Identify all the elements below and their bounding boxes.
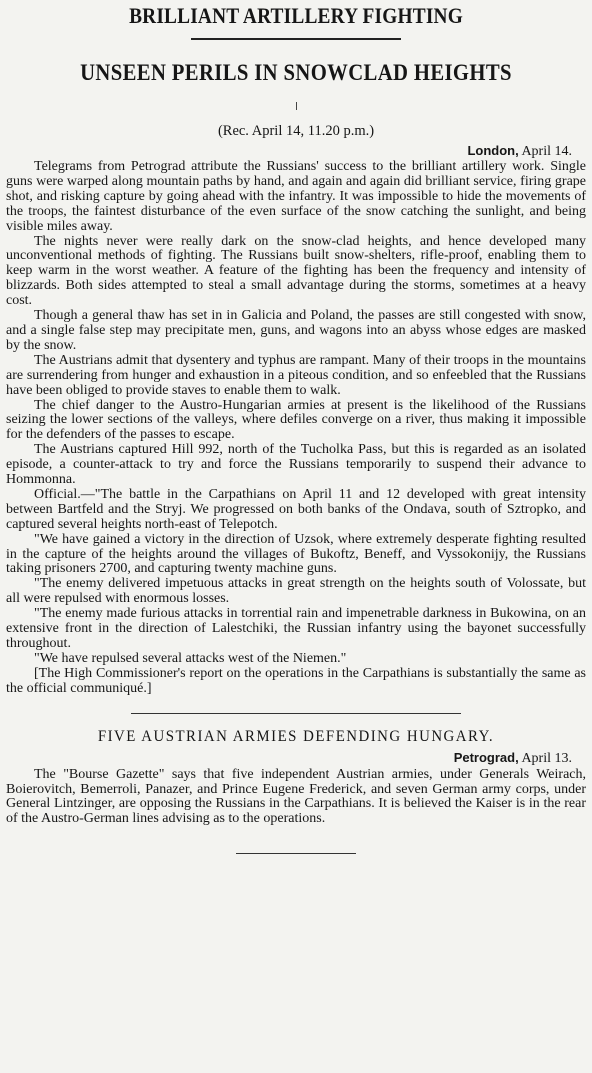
- dateline-city: Petrograd,: [453, 749, 519, 765]
- paragraph: The nights never were really dark on the snow-clad heights, and hence developed many unconventional methods of fighting. The Russians built snow-shelters, rifle-proof, enabling them to keep warm in the worst weather. A feature of the fighting has been the frequency and intensity of blizzards. Both sides attempted to steal a small advantage during the storms, sometimes at a heavy cost.: [6, 233, 586, 309]
- article2-headline: FIVE AUSTRIAN ARMIES DEFENDING HUNGARY.: [97, 727, 495, 745]
- paragraph: "We have gained a victory in the direction of Uzsok, where extremely desperate fighting resulted in the capture of the heights around the villages of Bukoftz, Beneff, and Vyssokonijy, the Russians taking prisoners 2700, and capturing twenty machine guns.: [6, 531, 586, 577]
- paragraph: "We have repulsed several attacks west of the Niemen.": [34, 650, 347, 666]
- article-body: [6, 160, 586, 697]
- dateline-city: London,: [467, 143, 519, 158]
- paragraph: [The High Commissioner's report on the operations in the Carpathians is substantially the same as the official communiqué.]: [6, 665, 586, 696]
- headline-main: BRILLIANT ARTILLERY FIGHTING: [129, 3, 463, 28]
- headline-sub: UNSEEN PERILS IN SNOWCLAD HEIGHTS: [80, 60, 512, 85]
- divider-tick: [296, 102, 297, 110]
- dateline-date: April 13.: [521, 750, 572, 766]
- newspaper-clipping: [0, 2, 592, 1073]
- received-note: (Rec. April 14, 11.20 p.m.): [217, 123, 375, 139]
- paragraph: "The enemy made furious attacks in torrential rain and impenetrable darkness in Bukowina, on an extensive front in the direction of Lalestchiki, the Russian infantry using the bayonet successfully throughout.: [6, 606, 586, 651]
- divider-rule: [191, 38, 401, 40]
- paragraph: The Austrians admit that dysentery and typhus are rampant. Many of their troops in the mountains are surrendering from hunger and exhaustion in a piteous condition, and so enfeebled that the Russians have been obliged to provide staves to enable them to walk.: [6, 352, 586, 398]
- dateline: [6, 749, 572, 766]
- end-rule: [236, 853, 356, 854]
- paragraph: Telegrams from Petrograd attribute the Russians' success to the brilliant artillery work. Single guns were warped along mountain paths by hand, and again and again did brilliant service, firing grape shot, and risking capture by going ahead with the infantry. It was impossible to hide the movements of the troops, the faintest disturbance of the even surface of the snow catching the sunlight, and being visible miles away.: [6, 159, 586, 234]
- paragraph: The Austrians captured Hill 992, north of the Tucholka Pass, but this is regarded as an isolated episode, a counter-attack to try and force the Russians temporarily to suspend their advance to Hommonna.: [6, 442, 586, 488]
- paragraph: The chief danger to the Austro-Hungarian armies at present is the likelihood of the Russians seizing the lower sections of the valleys, where defiles converge on a river, thus making it impossible for the defenders of the passes to escape.: [6, 397, 586, 443]
- dateline: [6, 142, 572, 159]
- paragraph: Official.—"The battle in the Carpathians on April 11 and 12 developed with great intensity between Bartfeld and the Stryj. We progressed on both banks of the Ondava, south of Sztropko, and captured several heights north-east of Telepotch.: [6, 486, 586, 532]
- section-divider: [131, 713, 461, 714]
- paragraph: Though a general thaw has set in in Galicia and Poland, the passes are still congested with snow, and a single false step may precipitate men, guns, and wagons into an abyss whose edges are masked by the snow.: [6, 308, 586, 353]
- dateline-date: April 14.: [521, 144, 572, 159]
- paragraph: The "Bourse Gazette" says that five independent Austrian armies, under Generals Weirach, Boierovitch, Bemerroli, Panazer, and Prince Eugene Frederick, and seven German army corps, under General Lintzinger, are opposing the Russians in the Carpathians. It is believed the Kaiser is in the rear of the Austro-German lines advising as to the operations.: [6, 766, 586, 827]
- paragraph: "The enemy delivered impetuous attacks in great strength on the heights south of Volossate, but all were repulsed with enormous losses.: [6, 576, 586, 607]
- article-body: [6, 768, 586, 828]
